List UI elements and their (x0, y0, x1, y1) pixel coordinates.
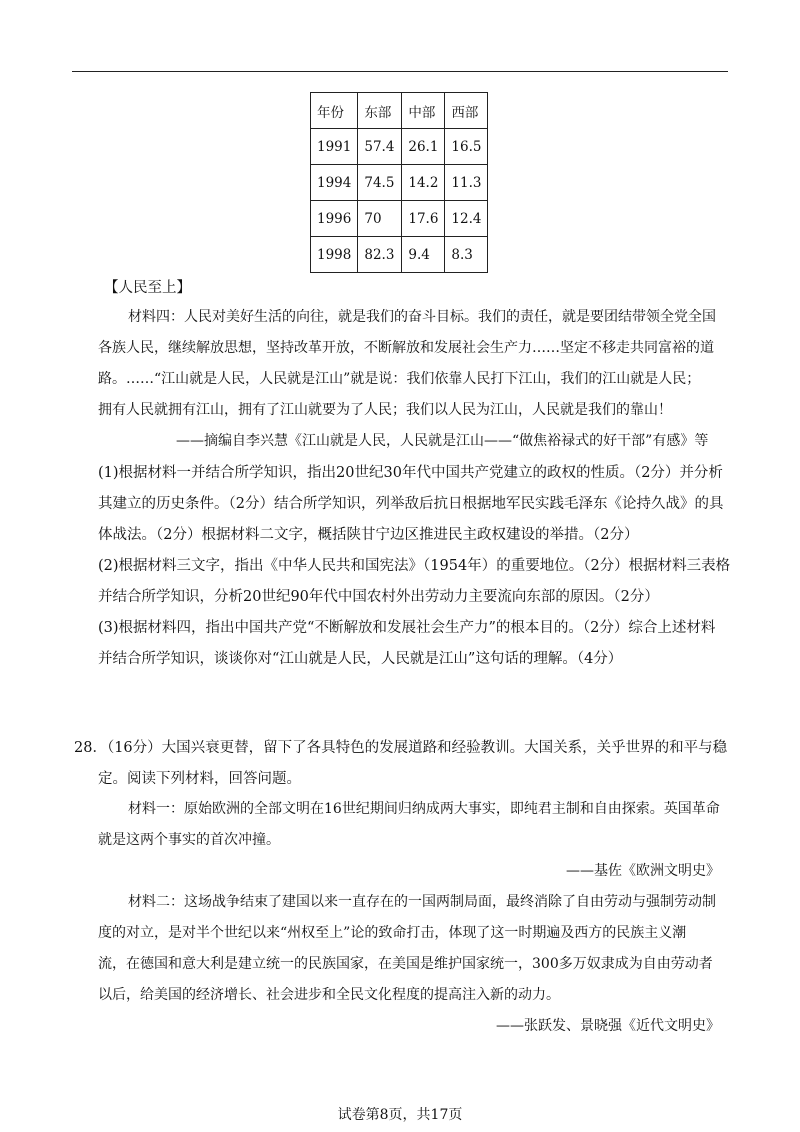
question-line: 其建立的历史条件。（2分）结合所学知识，列举敌后抗日根据地军民实践毛泽东《论持久战》的具 (98, 496, 724, 512)
table-row (311, 201, 488, 237)
question-line: (1)根据材料一并结合所学知识，指出20世纪30年代中国共产党建立的政权的性质。（2分）并分析 (98, 465, 723, 481)
table-cell: 17.6 (402, 201, 445, 237)
material2-line: 以后，给美国的经济增长、社会进步和全民文化程度的提高注入新的动力。 (98, 987, 560, 1003)
table-header-cell: 年份 (311, 93, 358, 129)
material4-line: 材料四：人民对美好生活的向往，就是我们的奋斗目标。我们的责任，就是要团结带领全党全国 (128, 309, 716, 325)
table-row (311, 129, 488, 165)
table-cell: 14.2 (402, 165, 445, 201)
material4-line: 拥有人民就拥有江山，拥有了江山就要为了人民；我们以人民为江山，人民就是我们的靠山！ (98, 402, 672, 418)
material2-line: 流，在德国和意大利是建立统一的民族国家，在美国是维护国家统一，300多万奴隶成为自由劳动者 (98, 956, 713, 972)
table-cell: 8.3 (445, 237, 488, 273)
question-line: 并结合所学知识，分析20世纪90年代中国农村外出劳动力主要流向东部的原因。（2分） (98, 589, 659, 605)
q28-line: 28．（16分）大国兴衰更替，留下了各具特色的发展道路和经验教训。大国关系，关乎世界的和平与稳 (74, 740, 728, 756)
table-cell: 82.3 (358, 237, 402, 273)
table-cell: 11.3 (445, 165, 488, 201)
table-cell: 70 (358, 201, 402, 237)
table-cell: 9.4 (402, 237, 445, 273)
question-line: (2)根据材料三文字，指出《中华人民共和国宪法》（1954年）的重要地位。（2分）根据材料三表格 (98, 558, 731, 574)
material4-line: 各族人民，继续解放思想，坚持改革开放，不断解放和发展社会生产力……坚定不移走共同富裕的道 (98, 340, 714, 356)
table-cell: 1994 (311, 165, 358, 201)
outflow-table (310, 92, 488, 273)
material1-line: 就是这两个事实的首次冲撞。 (98, 832, 280, 848)
table-row (311, 165, 488, 201)
material1-line: 材料一：原始欧洲的全部文明在16世纪期间归纳成两大事实，即纯君主制和自由探索。英国革命 (128, 801, 720, 817)
material4-source: ——摘编自李兴慧《江山就是人民，人民就是江山——“做焦裕禄式的好干部”有感》等 (176, 433, 709, 449)
table-cell: 1998 (311, 237, 358, 273)
table-cell: 57.4 (358, 129, 402, 165)
table-cell: 26.1 (402, 129, 445, 165)
material2-source: ——张跃发、景晓强《近代文明史》 (496, 1018, 720, 1034)
page-footer: 试卷第8页，共17页 (337, 1107, 463, 1123)
header-rule (72, 71, 728, 72)
table-header-cell: 中部 (402, 93, 445, 129)
material1-source: ——基佐《欧洲文明史》 (566, 863, 720, 879)
table-row (311, 237, 488, 273)
material4-line: 路。……“江山就是人民，人民就是江山”就是说：我们依靠人民打下江山，我们的江山就是人民； (98, 371, 701, 387)
table-cell: 1991 (311, 129, 358, 165)
table-cell: 1996 (311, 201, 358, 237)
table-cell: 12.4 (445, 201, 488, 237)
material2-line: 度的对立，是对半个世纪以来“州权至上”论的致命打击，体现了这一时期遍及西方的民族主义潮 (98, 925, 687, 941)
question-line: 并结合所学知识，谈谈你对“江山就是人民，人民就是江山”这句话的理解。（4分） (98, 651, 623, 667)
question-line: (3)根据材料四，指出中国共产党“不断解放和发展社会生产力”的根本目的。（2分）综合上述材料 (98, 620, 716, 636)
table-cell: 16.5 (445, 129, 488, 165)
question-line: 体战法。（2分）根据材料二文字，概括陕甘宁边区推进民主政权建设的举措。（2分） (98, 527, 639, 543)
q28-line: 定。阅读下列材料，回答问题。 (98, 771, 301, 787)
section-heading: 【人民至上】 (104, 280, 191, 296)
table-cell: 74.5 (358, 165, 402, 201)
table-header-cell: 西部 (445, 93, 488, 129)
table-header-cell: 东部 (358, 93, 402, 129)
table-header-row (311, 93, 488, 129)
material2-line: 材料二：这场战争结束了建国以来一直存在的一国两制局面，最终消除了自由劳动与强制劳动制 (128, 894, 716, 910)
